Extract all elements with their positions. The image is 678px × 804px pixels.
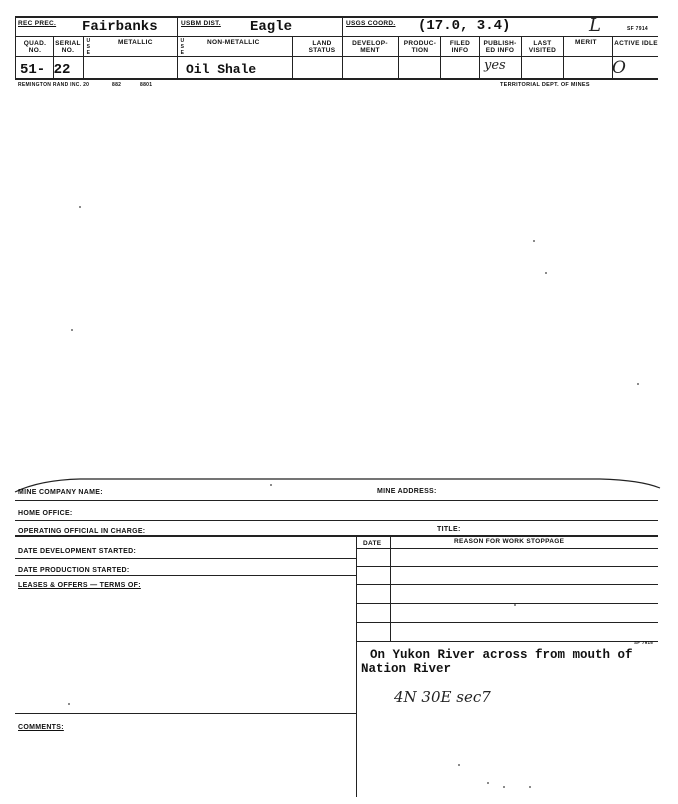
quad-serial-value: 51- 22 [20, 62, 71, 78]
nonmetallic-value: Oil Shale [186, 62, 257, 77]
home-office-label: HOME OFFICE: [18, 510, 73, 517]
comments-label: COMMENTS: [18, 724, 64, 731]
scan-speck [458, 764, 460, 766]
scan-speck [637, 383, 639, 385]
divider [521, 36, 522, 78]
filed-info-header: FILED INFO [449, 40, 471, 54]
usgs-coord-label: USGS COORD. [346, 20, 396, 27]
remark-line-1: On Yukon River across from mouth of [370, 648, 633, 662]
form-number: SF 7914 [627, 26, 649, 32]
divider [356, 548, 658, 549]
divider [440, 36, 441, 78]
scan-speck [68, 703, 70, 705]
leases-label: LEASES & OFFERS — TERMS OF: [18, 582, 141, 589]
usgs-coord-value: (17.0, 3.4) [418, 18, 511, 34]
land-status-header: LAND STATUS [308, 40, 336, 54]
form-number-bottom: SF 7915 [634, 640, 654, 645]
scan-speck [79, 206, 81, 208]
scan-speck [514, 604, 516, 606]
footer-code-1: 882 [112, 82, 122, 88]
divider [15, 500, 658, 501]
rec-prec-label: REC PREC. [18, 20, 57, 27]
footer-code-2: 8801 [140, 82, 153, 88]
divider [15, 535, 658, 537]
header-rule [15, 36, 658, 37]
usbm-dist-value: Eagle [250, 19, 293, 35]
published-info-value: yes [484, 58, 506, 73]
metallic-header: METALLIC [118, 39, 153, 46]
scan-speck [545, 272, 547, 274]
quad-header: QUAD. NO. [23, 40, 47, 54]
usbm-dist-label: USBM DIST. [181, 20, 221, 27]
active-idle-header: ACTIVE IDLE [614, 40, 658, 47]
divider [356, 622, 658, 623]
data-row-bottom-rule [15, 78, 658, 80]
scan-speck [487, 782, 489, 784]
date-header: DATE [363, 540, 382, 547]
right-column-edge [356, 535, 357, 797]
mine-address-label: MINE ADDRESS: [377, 488, 437, 495]
divider [398, 36, 399, 78]
last-visited-header: LAST VISITED [528, 40, 557, 54]
scan-speck [533, 240, 535, 242]
scan-speck [529, 786, 531, 788]
footer-printer: REMINGTON RAND INC. 20 [18, 82, 90, 88]
divider [356, 603, 658, 604]
corner-mark: L [589, 15, 601, 36]
nonmetallic-use-prefix: U S E [180, 38, 185, 56]
divider [15, 575, 356, 576]
footer-dept: TERRITORIAL DEPT. OF MINES [500, 82, 590, 88]
divider [83, 36, 84, 78]
divider [356, 566, 658, 567]
mine-company-label: MINE COMPANY NAME: [18, 489, 103, 496]
serial-header: SERIAL NO. [55, 40, 81, 54]
remark-line-2: Nation River [361, 662, 452, 676]
scan-speck [71, 329, 73, 331]
date-development-label: DATE DEVELOPMENT STARTED: [18, 548, 137, 555]
merit-header: MERIT [575, 39, 597, 46]
divider [563, 36, 564, 78]
divider [15, 520, 658, 521]
production-header: PRODUC-TION [403, 40, 437, 54]
divider [15, 558, 356, 559]
nonmetallic-header: NON-METALLIC [207, 39, 260, 46]
scan-speck [503, 786, 505, 788]
divider [177, 16, 178, 78]
divider [292, 36, 293, 78]
data-row-top-rule [15, 56, 658, 57]
handwritten-location: 4N 30E sec7 [394, 688, 491, 706]
card-left-edge [15, 16, 16, 78]
active-idle-value: O [612, 58, 626, 78]
title-label: TITLE: [437, 526, 461, 533]
divider [390, 535, 391, 642]
reason-header: REASON FOR WORK STOPPAGE [454, 538, 565, 545]
published-info-header: PUBLISH-ED INFO [483, 40, 517, 54]
divider [356, 641, 658, 642]
divider [15, 713, 356, 714]
rec-prec-value: Fairbanks [82, 19, 158, 35]
top-rule [15, 16, 658, 18]
date-production-label: DATE PRODUCTION STARTED: [18, 567, 130, 574]
divider [356, 584, 658, 585]
development-header: DEVELOP-MENT [352, 40, 388, 54]
metallic-use-prefix: U S E [86, 38, 91, 56]
operating-official-label: OPERATING OFFICIAL IN CHARGE: [18, 528, 146, 535]
